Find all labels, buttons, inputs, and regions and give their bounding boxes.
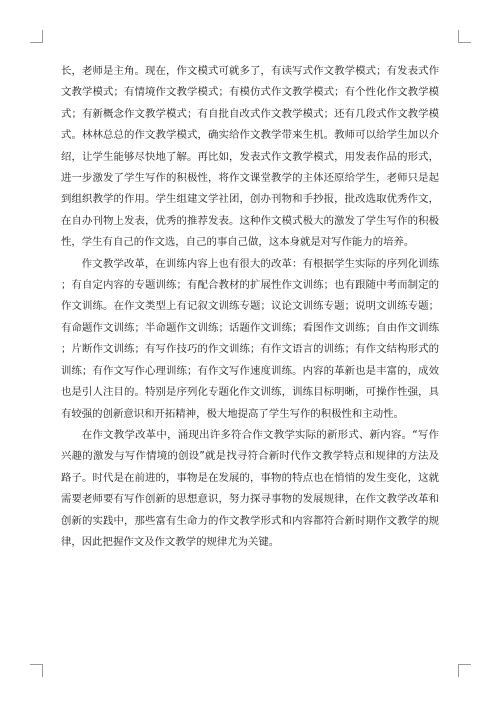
- body-text: [61, 61, 439, 553]
- crop-mark-top-left: [30, 30, 43, 43]
- paragraph-2: 作文教学改革，在训练内容上也有很大的改革：有根据学生实际的序列化训练；有自定内容的专题训练；有配合教材的扩展性作文训练；也有跟随中考而制定的作文训练。在作文类型上有记叙文训练专题；议论文训练专题；说明文训练专题；有命题作文训练；半命题作文训练；话题作文训练；看图作文训练；自由作文训练；片断作文训练；有写作技巧的作文训练；有作文语言的训练；有作文结构形式的训练；有作文写作心理训练；有作文写作速度训练。内容的革新也是丰富的，成效也是引人注目的。特别是序列化专题化作文训练，训练目标明晰，可操作性强，具有较强的创新意识和开拓精神，极大地提高了学生写作的积极性和主动性。: [61, 257, 439, 420]
- paragraph-3: 在作文教学改革中，涌现出许多符合作文教学实际的新形式、新内容。“写作兴趣的激发与写作情境的创设”就是找寻符合新时代作文教学特点和规律的方法及路子。时代是在前进的，事物是在发展的，事物的特点也在悄悄的发生变化，这就需要老师要有写作创新的思想意识，努力探寻事物的发展规律，在作文教学改革和创新的实践中，那些富有生命力的作文教学形式和内容都符合新时期作文教学的规律，因此把握作文及作文教学的规律尤为关键。: [61, 428, 439, 548]
- crop-mark-top-right: [458, 30, 471, 43]
- crop-mark-bottom-right: [458, 664, 471, 677]
- paragraph-1: 长，老师是主角。现在，作文模式可就多了，有读写式作文教学模式；有发表式作文教学模式；有情境作文教学模式；有模仿式作文教学模式；有个性化作文教学模式；有新概念作文教学模式；有自批自改式作文教学模式；还有几段式作文教学模式。林林总总的作文教学模式，确实给作文教学带来生机。教师可以给学生加以介绍，让学生能够尽快地了解。再比如，发表式作文教学模式，用发表作品的形式，进一步激发了学生写作的积极性，将作文课堂教学的主体还原给学生，老师只是起到组织教学的作用。学生组建文学社团，创办刊物和手抄报，批改选取优秀作文，在自办刊物上发表，优秀的推荐发表。这种作文模式极大的激发了学生写作的积极性，学生有自己的作文选，自己的事自己做，这本身就是对写作能力的培养。: [61, 65, 439, 249]
- crop-mark-bottom-left: [30, 664, 43, 677]
